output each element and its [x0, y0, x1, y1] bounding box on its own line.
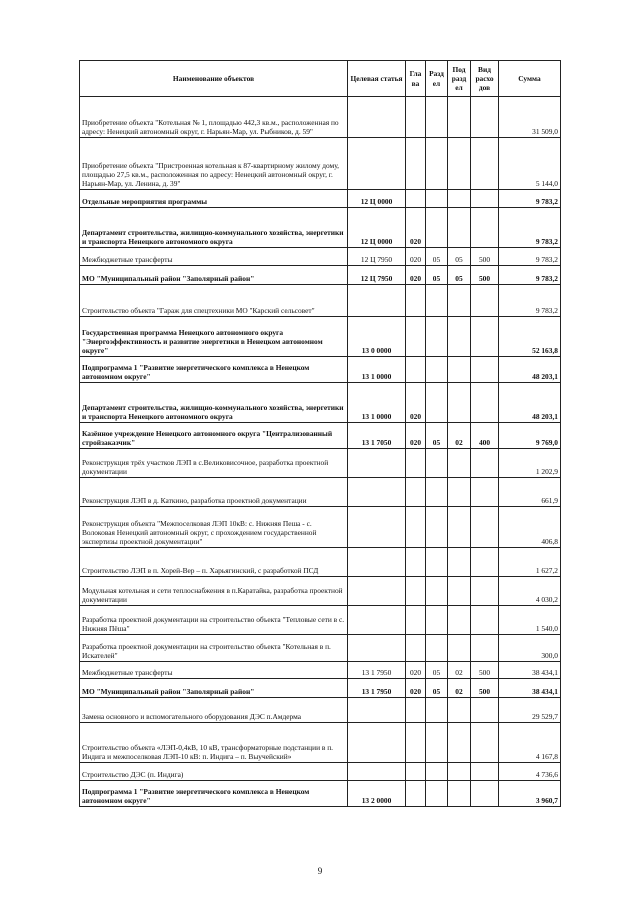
cell-name: Отдельные мероприятия программы: [80, 190, 348, 208]
cell-subsection: 02: [448, 662, 471, 679]
cell-expense-type: [471, 635, 499, 662]
table-row: [80, 478, 561, 507]
page-number: 9: [317, 866, 323, 876]
cell-name: Департамент строительства, жилищно-коммунального хозяйства, энергетики и транспорта Ненецкого автономного округа: [80, 208, 348, 248]
cell-article: 12 Ц 7950: [348, 248, 406, 266]
cell-subsection: [448, 698, 471, 723]
table-row: [80, 723, 561, 763]
cell-subsection: 02: [448, 679, 471, 698]
cell-sum: 9 783,2: [499, 266, 561, 285]
table-row: [80, 248, 561, 266]
cell-article: 13 1 7950: [348, 662, 406, 679]
cell-name: Приобретение объекта "Пристроенная котельная к 87-квартирному жилому дому, площадью 27,5 кв.м., расположенная по адресу: Ненецкий автономный округ, г. Нарьян-Мар, ул. Ленина, д. 39": [80, 138, 348, 190]
table-row: [80, 662, 561, 679]
cell-name: Реконструкция трёх участков ЛЭП в с.Великовисочное, разработка проектной документации: [80, 449, 348, 478]
cell-subsection: [448, 723, 471, 763]
cell-section: [426, 478, 448, 507]
cell-article: [348, 138, 406, 190]
cell-sum: 1 627,2: [499, 548, 561, 577]
cell-sum: 300,0: [499, 635, 561, 662]
cell-subsection: [448, 383, 471, 423]
cell-article: [348, 635, 406, 662]
cell-chapter: [406, 449, 426, 478]
cell-name: МО "Муниципальный район "Заполярный район": [80, 266, 348, 285]
header-section: Разд ел: [426, 61, 448, 97]
cell-section: [426, 357, 448, 383]
cell-subsection: [448, 97, 471, 138]
cell-chapter: [406, 507, 426, 548]
cell-chapter: [406, 781, 426, 807]
cell-name: Государственная программа Ненецкого автономного округа "Энергоэффективность и развитие энергетики в Ненецком автономном округе": [80, 317, 348, 357]
table-row: [80, 208, 561, 248]
cell-name: Межбюджетные трансферты: [80, 248, 348, 266]
cell-article: [348, 285, 406, 317]
cell-article: 13 1 0000: [348, 383, 406, 423]
cell-subsection: [448, 357, 471, 383]
cell-chapter: 020: [406, 208, 426, 248]
cell-sum: 1 202,9: [499, 449, 561, 478]
table-row: [80, 423, 561, 449]
cell-article: 13 1 7050: [348, 423, 406, 449]
cell-subsection: 02: [448, 423, 471, 449]
cell-article: 13 2 0000: [348, 781, 406, 807]
cell-subsection: [448, 548, 471, 577]
cell-section: [426, 577, 448, 606]
cell-name: Межбюджетные трансферты: [80, 662, 348, 679]
cell-article: 12 Ц 7950: [348, 266, 406, 285]
cell-sum: 9 783,2: [499, 248, 561, 266]
cell-subsection: [448, 606, 471, 635]
cell-sum: 9 783,2: [499, 190, 561, 208]
cell-subsection: [448, 317, 471, 357]
cell-expense-type: [471, 606, 499, 635]
header-chapter: Гла ва: [406, 61, 426, 97]
cell-chapter: [406, 285, 426, 317]
cell-expense-type: [471, 383, 499, 423]
table-row: [80, 763, 561, 781]
cell-chapter: 020: [406, 248, 426, 266]
cell-name: Реконструкция объекта "Межпоселковая ЛЭП 10кВ: с. Нижняя Пеша - с. Волоковая Ненецкий автономный округ, с прохождением государственной экспертизы проектной документации": [80, 507, 348, 548]
cell-chapter: 020: [406, 662, 426, 679]
cell-expense-type: [471, 507, 499, 548]
cell-article: 12 Ц 0000: [348, 208, 406, 248]
cell-article: [348, 449, 406, 478]
cell-section: 05: [426, 662, 448, 679]
cell-subsection: [448, 449, 471, 478]
cell-section: 05: [426, 266, 448, 285]
cell-sum: 3 960,7: [499, 781, 561, 807]
table-row: [80, 507, 561, 548]
cell-chapter: 020: [406, 679, 426, 698]
cell-chapter: [406, 548, 426, 577]
table-row: [80, 635, 561, 662]
cell-chapter: [406, 190, 426, 208]
cell-expense-type: [471, 190, 499, 208]
cell-name: Разработка проектной документации на строительство объекта "Котельная в п. Искателей": [80, 635, 348, 662]
table-row: [80, 317, 561, 357]
header-subsection: Под разд ел: [448, 61, 471, 97]
cell-sum: 48 203,1: [499, 357, 561, 383]
cell-sum: 4 030,2: [499, 577, 561, 606]
cell-section: [426, 449, 448, 478]
cell-article: [348, 507, 406, 548]
cell-expense-type: 500: [471, 248, 499, 266]
cell-section: [426, 383, 448, 423]
cell-section: [426, 285, 448, 317]
table-body: [80, 97, 561, 807]
cell-expense-type: [471, 97, 499, 138]
table-row: [80, 781, 561, 807]
header-expense-type: Вид расхо дов: [471, 61, 499, 97]
cell-expense-type: [471, 285, 499, 317]
cell-subsection: 05: [448, 248, 471, 266]
cell-section: [426, 635, 448, 662]
cell-sum: 38 434,1: [499, 679, 561, 698]
cell-sum: 48 203,1: [499, 383, 561, 423]
cell-section: [426, 698, 448, 723]
cell-section: [426, 763, 448, 781]
cell-expense-type: [471, 577, 499, 606]
cell-chapter: [406, 635, 426, 662]
cell-name: Департамент строительства, жилищно-коммунального хозяйства, энергетики и транспорта Ненецкого автономного округа: [80, 383, 348, 423]
cell-expense-type: [471, 478, 499, 507]
cell-subsection: [448, 507, 471, 548]
table-row: [80, 97, 561, 138]
cell-expense-type: 400: [471, 423, 499, 449]
cell-expense-type: [471, 208, 499, 248]
cell-sum: 4 167,8: [499, 723, 561, 763]
cell-sum: 406,8: [499, 507, 561, 548]
cell-subsection: [448, 763, 471, 781]
table-row: [80, 357, 561, 383]
table-row: [80, 449, 561, 478]
cell-article: 13 0 0000: [348, 317, 406, 357]
cell-name: Строительство ЛЭП в п. Хорей-Вер – п. Харьягинский, с разработкой ПСД: [80, 548, 348, 577]
budget-table: [79, 60, 561, 807]
cell-chapter: [406, 763, 426, 781]
cell-section: 05: [426, 679, 448, 698]
cell-name: Реконструкция ЛЭП в д. Каткино, разработка проектной документации: [80, 478, 348, 507]
table-row: [80, 548, 561, 577]
cell-subsection: 05: [448, 266, 471, 285]
cell-sum: 38 434,1: [499, 662, 561, 679]
table-row: [80, 698, 561, 723]
cell-chapter: [406, 97, 426, 138]
cell-expense-type: [471, 548, 499, 577]
cell-expense-type: [471, 781, 499, 807]
cell-name: Модульная котельная и сети теплоснабжения в п.Каратайка, разработка проектной документации: [80, 577, 348, 606]
cell-name: Замена основного и вспомогательного оборудования ДЭС п.Амдерма: [80, 698, 348, 723]
cell-chapter: [406, 357, 426, 383]
cell-expense-type: 500: [471, 679, 499, 698]
header-name: Наименование объектов: [80, 61, 348, 97]
cell-name: Казённое учреждение Ненецкого автономного округа "Централизованный стройзаказчик": [80, 423, 348, 449]
cell-expense-type: [471, 138, 499, 190]
table-row: [80, 383, 561, 423]
cell-subsection: [448, 577, 471, 606]
cell-section: [426, 317, 448, 357]
table-row: [80, 138, 561, 190]
cell-subsection: [448, 478, 471, 507]
cell-sum: 661,9: [499, 478, 561, 507]
cell-article: 13 1 0000: [348, 357, 406, 383]
cell-sum: 52 163,8: [499, 317, 561, 357]
cell-chapter: [406, 138, 426, 190]
cell-sum: 1 540,0: [499, 606, 561, 635]
cell-chapter: [406, 317, 426, 357]
table-header-row: [80, 61, 561, 97]
cell-section: [426, 507, 448, 548]
cell-section: [426, 548, 448, 577]
cell-article: [348, 548, 406, 577]
cell-section: 05: [426, 248, 448, 266]
cell-section: [426, 208, 448, 248]
cell-subsection: [448, 190, 471, 208]
cell-expense-type: 500: [471, 662, 499, 679]
cell-section: [426, 190, 448, 208]
cell-article: [348, 606, 406, 635]
cell-name: Строительство ДЭС (п. Индига): [80, 763, 348, 781]
cell-chapter: [406, 478, 426, 507]
cell-name: Строительство объекта "Гараж для спецтехники МО "Карский сельсовет": [80, 285, 348, 317]
cell-name: Строительство объекта «ЛЭП-0,4кВ, 10 кВ, трансформаторные подстанции в п. Индига и межпоселковая ЛЭП-10 кВ: п. Индига – п. Выучейский»: [80, 723, 348, 763]
cell-chapter: 020: [406, 266, 426, 285]
header-article: Целевая статья: [348, 61, 406, 97]
cell-chapter: [406, 577, 426, 606]
cell-expense-type: [471, 763, 499, 781]
cell-subsection: [448, 285, 471, 317]
cell-article: [348, 723, 406, 763]
cell-sum: 29 529,7: [499, 698, 561, 723]
cell-section: 05: [426, 423, 448, 449]
table-row: [80, 679, 561, 698]
cell-expense-type: 500: [471, 266, 499, 285]
cell-chapter: [406, 606, 426, 635]
table-row: [80, 606, 561, 635]
cell-section: [426, 723, 448, 763]
table-row: [80, 577, 561, 606]
cell-section: [426, 781, 448, 807]
cell-article: [348, 763, 406, 781]
table-row: [80, 190, 561, 208]
cell-name: Разработка проектной документации на строительство объекта "Тепловые сети в с. Нижняя Пёша": [80, 606, 348, 635]
cell-sum: 9 783,2: [499, 208, 561, 248]
cell-article: 13 1 7950: [348, 679, 406, 698]
cell-expense-type: [471, 449, 499, 478]
cell-section: [426, 606, 448, 635]
cell-name: Подпрограмма 1 "Развитие энергетического комплекса в Ненецком автономном округе": [80, 357, 348, 383]
cell-article: [348, 577, 406, 606]
table-row: [80, 285, 561, 317]
cell-subsection: [448, 635, 471, 662]
cell-subsection: [448, 208, 471, 248]
cell-sum: 9 783,2: [499, 285, 561, 317]
cell-section: [426, 138, 448, 190]
cell-chapter: [406, 698, 426, 723]
cell-article: [348, 97, 406, 138]
header-sum: Сумма: [499, 61, 561, 97]
cell-section: [426, 97, 448, 138]
cell-sum: 5 144,0: [499, 138, 561, 190]
cell-expense-type: [471, 357, 499, 383]
cell-expense-type: [471, 723, 499, 763]
cell-subsection: [448, 781, 471, 807]
cell-expense-type: [471, 698, 499, 723]
cell-chapter: 020: [406, 383, 426, 423]
cell-name: Приобретение объекта "Котельная № 1, площадью 442,3 кв.м., расположенная по адресу: Ненецкий автономный округ, г. Нарьян-Мар, ул. Рыбников, д. 59": [80, 97, 348, 138]
cell-sum: 9 769,0: [499, 423, 561, 449]
cell-expense-type: [471, 317, 499, 357]
cell-article: [348, 478, 406, 507]
table-row: [80, 266, 561, 285]
cell-name: Подпрограмма 1 "Развитие энергетического комплекса в Ненецком автономном округе": [80, 781, 348, 807]
cell-article: [348, 698, 406, 723]
cell-sum: 4 736,6: [499, 763, 561, 781]
cell-chapter: [406, 723, 426, 763]
cell-chapter: 020: [406, 423, 426, 449]
cell-subsection: [448, 138, 471, 190]
cell-name: МО "Муниципальный район "Заполярный район": [80, 679, 348, 698]
cell-sum: 31 509,0: [499, 97, 561, 138]
cell-article: 12 Ц 0000: [348, 190, 406, 208]
